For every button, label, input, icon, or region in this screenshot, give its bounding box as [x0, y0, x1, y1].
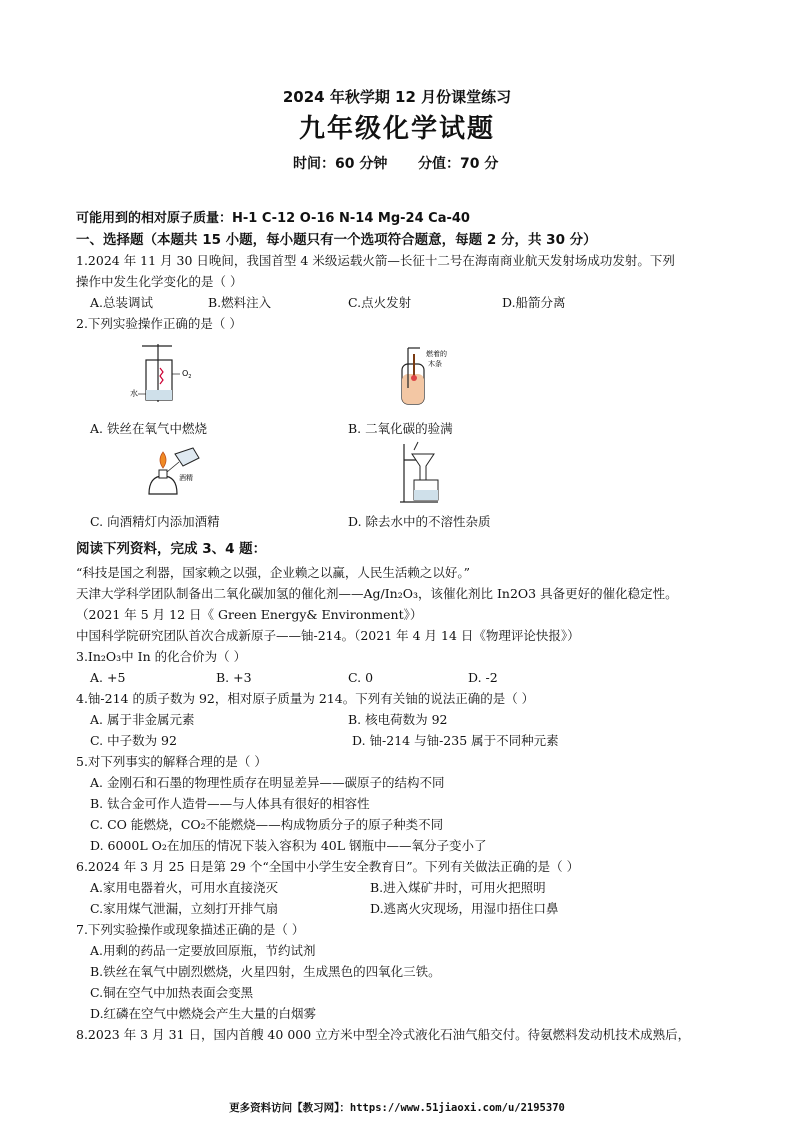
q1-option-a: A.总装调试: [90, 295, 154, 310]
filtration-figure: [398, 440, 456, 506]
reading-heading: 阅读下列资料，完成 3、4 题：: [76, 541, 267, 557]
q5-option-b: B. 钛合金可作人造骨——与人体具有很好的相容性: [90, 796, 370, 811]
reading-para2: 中国科学院研究团队首次合成新原子——铀-214。（2021 年 4 月 14 日《物理评论快报》）: [76, 628, 580, 643]
q2-stem: 2.下列实验操作正确的是（ ）: [76, 316, 242, 331]
q7-option-c: C.铜在空气中加热表面会变黑: [90, 985, 254, 1000]
q1-option-c: C.点火发射: [348, 295, 412, 310]
q6-option-a: A.家用电器着火，可用水直接浇灭: [90, 880, 279, 895]
q3-stem: 3.In₂O₃中 In 的化合价为（ ）: [76, 649, 247, 664]
co2-check-figure: [396, 344, 468, 408]
exam-score: 分值：70 分: [418, 156, 499, 172]
fig-b-label-2: 木条: [428, 360, 442, 368]
q4-option-d: D. 铀-214 与铀-235 属于不同种元素: [352, 733, 559, 748]
reading-quote: “科技是国之利器，国家赖之以强，企业赖之以赢，人民生活赖之以好。”: [76, 565, 471, 580]
q7-option-b: B.铁丝在氧气中剧烈燃烧，火星四射，生成黑色的四氧化三铁。: [90, 964, 441, 979]
q1-stem-line1: 1.2024 年 11 月 30 日晚间，我国首型 4 米级运载火箭—长征十二号在海南商业航天发射场成功发射。下列: [76, 253, 675, 268]
exam-title: 九年级化学试题: [298, 114, 495, 144]
q3-option-b: B. +3: [216, 670, 252, 685]
alcohol-lamp-figure: [135, 444, 205, 504]
reading-para1-line2: （2021 年 5 月 12 日《 Green Energy& Environment》）: [76, 607, 423, 622]
q1-option-d: D.船箭分离: [502, 295, 566, 310]
exam-subtitle: 2024 年秋学期 12 月份课堂练习: [282, 88, 512, 106]
exam-time: 时间：60 分钟: [293, 156, 388, 172]
q5-stem: 5.对下列事实的解释合理的是（ ）: [76, 754, 267, 769]
q3-option-d: D. -2: [468, 670, 498, 685]
q5-option-a: A. 金刚石和石墨的物理性质存在明显差异——碳原子的结构不同: [90, 775, 445, 790]
q7-option-d: D.红磷在空气中燃烧会产生大量的白烟雾: [90, 1006, 317, 1021]
q1-stem-line2: 操作中发生化学变化的是（ ）: [76, 274, 243, 289]
q1-option-b: B.燃料注入: [208, 295, 272, 310]
reading-para1-line1: 天津大学科学团队制备出二氧化碳加氢的催化剂——Ag/In₂O₃，该催化剂比 In2O3 具备更好的催化稳定性。: [76, 586, 678, 601]
q3-option-a: A. +5: [90, 670, 126, 685]
fig-a-o2-label: $O_2$: [182, 369, 192, 380]
q4-option-c: C. 中子数为 92: [90, 733, 177, 748]
q4-option-a: A. 属于非金属元素: [90, 712, 195, 727]
q6-option-d: D.逃离火灾现场，用湿巾捂住口鼻: [370, 901, 559, 916]
footer-link[interactable]: 更多资料访问【教习网】：https://www.51jiaoxi.com/u/2195370: [229, 1102, 565, 1114]
q6-stem: 6.2024 年 3 月 25 日是第 29 个“全国中小学生安全教育日”。下列有关做法正确的是（ ）: [76, 859, 580, 874]
fig-a-water-label: 水: [130, 389, 138, 398]
q5-option-d: D. 6000L O₂在加压的情况下装入容积为 40L 钢瓶中——氧分子变小了: [90, 838, 487, 853]
q8-stem: 8.2023 年 3 月 31 日，国内首艘 40 000 立方米中型全冷式液化石油气船交付。待氨燃料发动机技术成熟后，: [76, 1027, 691, 1042]
q7-option-a: A.用剩的药品一定要放回原瓶，节约试剂: [90, 943, 316, 958]
atomic-masses: 可能用到的相对原子质量：H-1 C-12 O-16 N-14 Mg-24 Ca-40: [76, 211, 470, 226]
q7-stem: 7.下列实验操作或现象描述正确的是（ ）: [76, 922, 305, 937]
q2-option-d: D. 除去水中的不溶性杂质: [348, 514, 491, 529]
iron-burning-figure: [128, 340, 210, 406]
fig-c-label: 酒精: [179, 474, 193, 482]
q3-option-c: C. 0: [348, 670, 374, 685]
q4-option-b: B. 核电荷数为 92: [348, 712, 448, 727]
q4-stem: 4.铀-214 的质子数为 92，相对原子质量为 214。下列有关铀的说法正确的是（ ）: [76, 691, 535, 706]
q2-option-a: A. 铁丝在氧气中燃烧: [90, 421, 207, 436]
section-heading: 一、选择题（本题共 15 小题，每小题只有一个选项符合题意，每题 2 分，共 30 分）: [76, 232, 597, 248]
q6-option-b: B.进入煤矿井时，可用火把照明: [370, 880, 546, 895]
q2-option-b: B. 二氧化碳的验满: [348, 421, 453, 436]
q5-option-c: C. CO 能燃烧，CO₂不能燃烧——构成物质分子的原子种类不同: [90, 817, 444, 832]
q2-option-c: C. 向酒精灯内添加酒精: [90, 514, 220, 529]
q6-option-c: C.家用煤气泄漏，立刻打开排气扇: [90, 901, 279, 916]
fig-b-label-1: 燃着的: [426, 350, 447, 358]
